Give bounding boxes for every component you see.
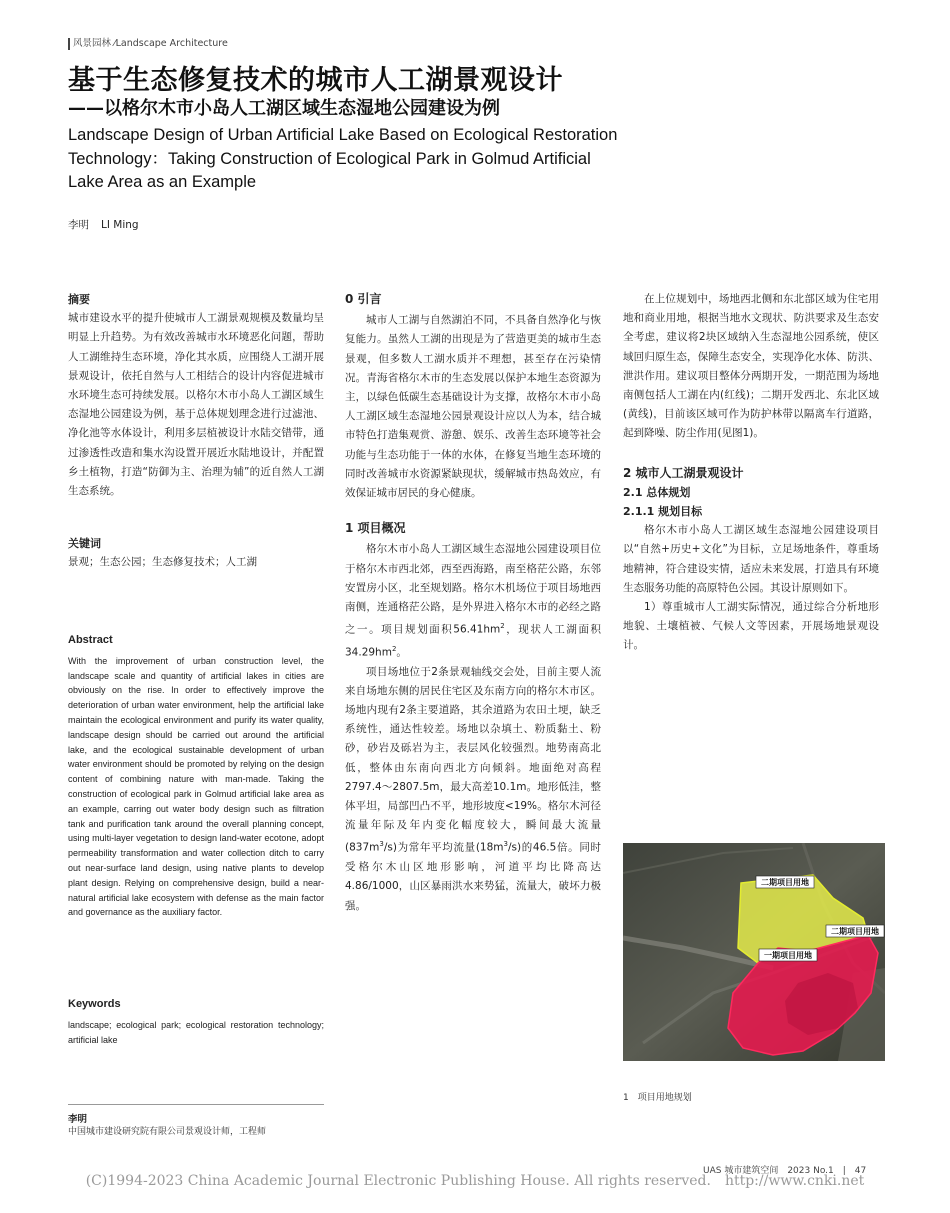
footnote-divider: [68, 1104, 324, 1105]
label-phase1: 一期项目用地: [764, 951, 812, 960]
copyright-watermark: (C)1994-2023 China Academic Journal Electronic Publishing House. All rights reserved. http://www.cnki.net: [85, 1173, 865, 1189]
section-1-paragraph-2: 项目场地位于2条景观轴线交会处，目前主要人流来自场地东侧的居民住宅区及东南方向的格尔木市区。场地内现有2条主要道路，其余道路为农田土埂，缺乏系统性，通达性较差。场地以杂填土、粉质黏土、粉砂，砂岩及砾岩为主，表层风化较强烈。地势南高北低，整体由东南向西北方向倾斜。地面绝对高程2797.4～2807.5m，最大高差10.1m。地形低洼，整体平坦，局部凹凸不平，地形坡度<19%。格尔木河径流量年际及年内变化幅度较大，瞬间最大流量$(837m^3/s)$为常年平均流量$(18m^3/s)$的46.5倍。同时受格尔木山区地形影响，河道平均比降高达4.86/1000，山区暴雨洪水来势猛，流量大，破坏力极强。: [345, 665, 601, 912]
design-principle-1: 1）尊重城市人工湖实际情况，通过综合分析地形地貌、土壤植被、气候人文等因素，开展场地景观设计。: [623, 601, 879, 652]
author-line: [68, 217, 151, 232]
paper-title-cn: 基于生态修复技术的城市人工湖景观设计: [68, 65, 563, 96]
abstract-cn-heading: 摘要: [68, 293, 90, 306]
keywords-cn-heading: 关键词: [68, 537, 101, 550]
section-tag: 风景园林 ⁄Landscape Architecture: [68, 38, 228, 50]
footnote-affiliation: 中国城市建设研究院有限公司景观设计师，工程师: [68, 1127, 267, 1137]
section-2-1-1-heading: 2.1.1 规划目标: [623, 505, 703, 519]
abstract-cn: [68, 290, 324, 501]
section-2-heading: 2 城市人工湖景观设计: [623, 465, 744, 480]
keywords-cn-text: 景观；生态公园；生态修复技术；人工湖: [68, 556, 257, 569]
keywords-en: [68, 997, 324, 1047]
planning-paragraph: 在上位规划中，场地西北侧和东北部区域为住宅用地和商业用地，根据当地水文现状、防洪要求及生态安全考虑，建议将2块区域纳入生态湿地公园系统，使区域回归原生态，保障生态安全，实现净化水体、防洪、泄洪作用。建议项目整体分两期开发，一期范围为场地南侧包括人工湖在内(红线)；二期开发西北、东北区域(黄线)，目前该区域可作为防护林带以隔离车行道路，起到降噪、防尘作用(见图1)。: [623, 293, 879, 440]
intro-heading: 0 引言: [345, 292, 382, 306]
label-phase2-nw: 二期项目用地: [761, 878, 809, 887]
abstract-en: [68, 633, 324, 920]
footnote-author: 李明: [68, 1114, 88, 1125]
paper-subtitle-cn: ——以格尔木市小岛人工湖区域生态湿地公园建设为例: [68, 98, 500, 119]
planning-goal-paragraph: 格尔木市小岛人工湖区域生态湿地公园建设项目以“自然+历史+文化”为目标，立足场地条件，尊重场地精神，符合建设实情，适应未来发展，打造具有环境生态服务功能的高原特色公园。其设计原则如下。: [623, 524, 879, 594]
figure-caption: 1 项目用地规划: [623, 1093, 692, 1103]
keywords-en-text: landscape; ecological park; ecological restoration technology; artificial lake: [68, 1019, 324, 1045]
label-phase2-ne: 二期项目用地: [831, 927, 879, 936]
section-2-1-heading: 2.1 总体规划: [623, 485, 691, 499]
paper-title-en: Landscape Design of Urban Artificial Lake Based on Ecological Restoration Technology：Taking Construction of Ecological Park in Golmud Artificial Lake Area as an Example: [68, 126, 618, 191]
site-plan-map: [623, 843, 885, 1061]
author-name-cn: 李明: [68, 219, 89, 231]
column-3: [623, 290, 879, 656]
abstract-cn-text: 城市建设水平的提升使城市人工湖景观规模及数量均呈明显上升趋势。为有效改善城市水环境恶化问题，帮助人工湖维持生态环境，净化其水质，应围绕人工湖开展景观设计，依托自然与人工相结合的设计内容促进城市水环境生态可持续发展。以格尔木市小岛人工湖区域生态湿地公园建设为例，基于总体规划理念进行过滤池、净化池等水体设计，利用多层植被设计水陆交错带，通过渗透性改造和集水沟设置开展近水陆地设计，并配置乡土植物，打造“防御为主、治理为辅”的近自然人工湖生态系统。: [68, 312, 324, 498]
journal-footer: UAS 城市建筑空间 2023 No.1 | 47: [703, 1166, 867, 1176]
author-name-en: LI Ming: [101, 219, 139, 231]
abstract-en-heading: Abstract: [68, 634, 113, 646]
abstract-en-text: With the improvement of urban construction level, the landscape scale and quantity of artificial lakes in cities are obviously on the rise. In order to effectively improve the deterioration of urban water environment, help the artificial lake maintain the ecological environment and purify its water quality, landscape design should be carried out around the artificial lake, and the ecological sustainable development of urban water environment should be promoted by relying on the design content of combining nature with man-made. Taking the construction of ecological park in Golmud artificial lake area as an example, carring out water body design such as filtration tank and purification tank around the overall planning concept, using multi-layer vegetation to design land-water ecotone, adopt permeability transformation and water collection ditch to carry out near-surface land design, using native plants to develop plant design. Relying on comprehensive design, build a near-natural artificial lake ecosystem with defense as the main factor and governance as the auxiliary factor.: [68, 655, 324, 918]
keywords-en-heading: Keywords: [68, 998, 121, 1010]
section-1-heading: 1 项目概况: [345, 521, 406, 536]
site-plan-figure: [623, 843, 885, 1061]
intro-paragraph: 城市人工湖与自然湖泊不同，不具备自然净化与恢复能力。虽然人工湖的出现是为了营造更美的城市生态景观，但多数人工湖水质并不理想，甚至存在污染情况。青海省格尔木市的生态发展以保护本地生态资源为主，以绿色低碳生态基础设计为支撑，故格尔木市小岛人工湖区域生态湿地公园景观设计应以人为本，结合城市特色打造集观赏、游憩、娱乐、改善生态环境等社会功能与生态功能于一体的水体，在修复当地生态环境的同时改善城市水资源紧缺现状，缓解城市热岛效应，有效保证城市居民的身心健康。: [345, 314, 601, 500]
section-1-paragraph-1: 格尔木市小岛人工湖区域生态湿地公园建设项目位于格尔木市西北郊，西至西海路，南至格茫公路，东邻安置房小区，北至规划路。格尔木机场位于项目场地西南侧，连通格茫公路，是外界进入格尔木市的必经之路之一。项目规划面积$56.41hm^2$，现状人工湖面积$34.29hm^2$。: [345, 543, 601, 659]
column-2: [345, 290, 601, 916]
keywords-cn: [68, 534, 324, 572]
